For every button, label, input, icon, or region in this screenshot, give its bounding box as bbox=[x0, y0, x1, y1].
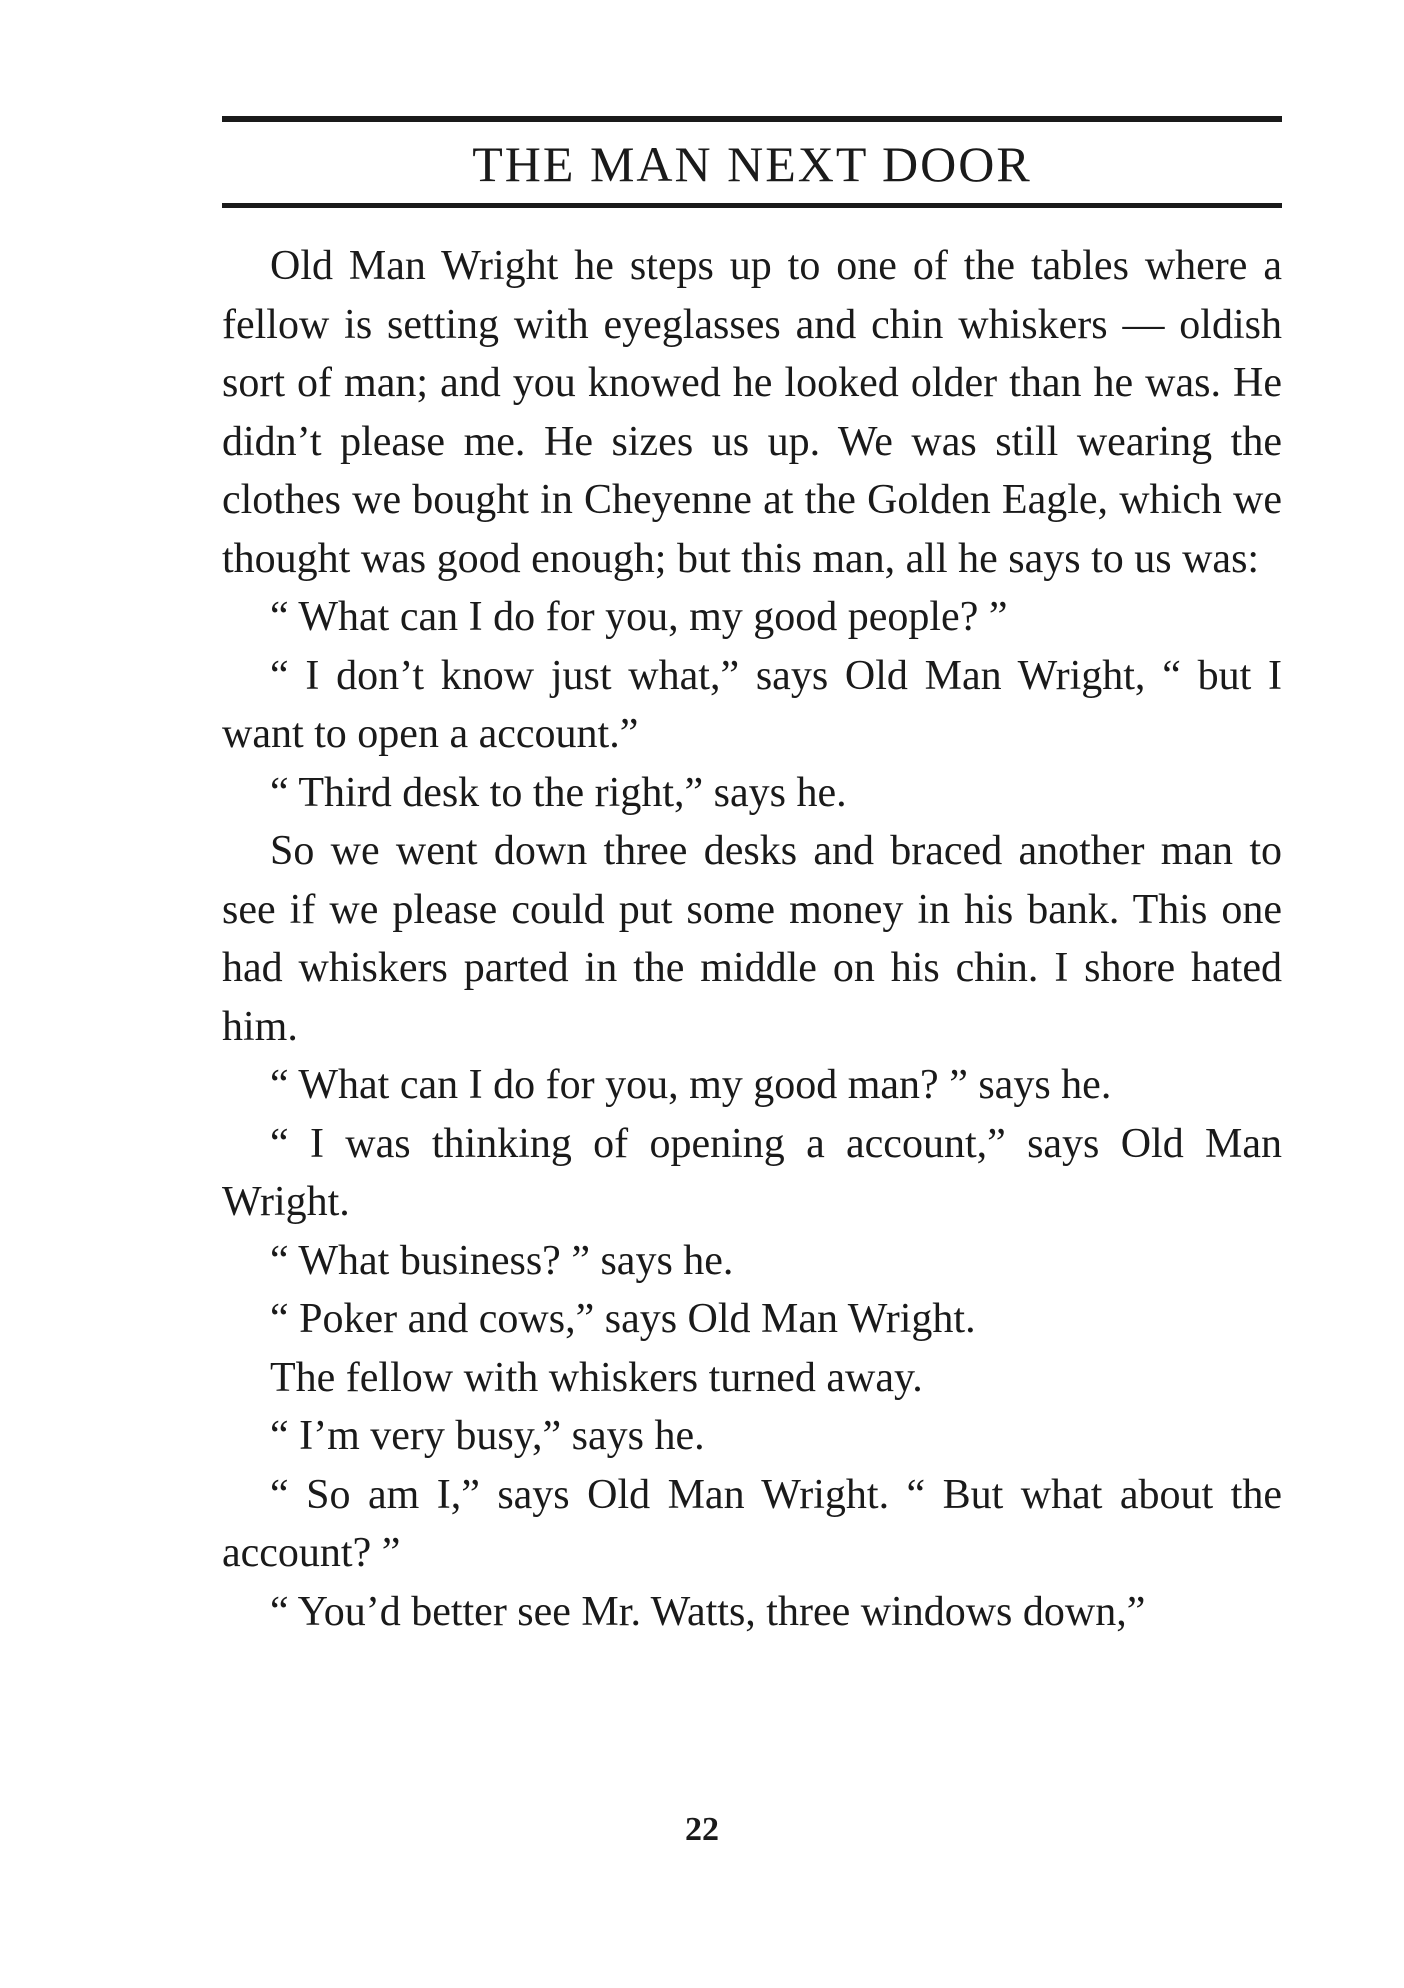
header-rule-bottom bbox=[222, 203, 1282, 208]
paragraph: “ So am I,” says Old Man Wright. “ But what about the account? ” bbox=[222, 1471, 1282, 1576]
paragraph: So we went down three desks and braced another man to see if we please could put some money in his bank. This one had whiskers parted in the middle on his chin. I shore hated him. bbox=[222, 828, 1282, 1050]
body-text bbox=[222, 237, 1282, 1641]
paragraph: “ I was thinking of opening a account,” says Old Man Wright. bbox=[222, 1120, 1282, 1225]
paragraph: “ What business? ” says he. bbox=[270, 1237, 734, 1284]
paragraph: “ I’m very busy,” says he. bbox=[270, 1413, 705, 1459]
paragraph: “ You’d better see Mr. Watts, three windows down,” bbox=[270, 1588, 1146, 1635]
header-rule-top bbox=[222, 116, 1282, 122]
paragraph: The fellow with whiskers turned away. bbox=[270, 1354, 923, 1401]
paragraph: “ Third desk to the right,” says he. bbox=[270, 769, 847, 816]
page-number: 22 bbox=[685, 1811, 719, 1848]
paragraph: “ What can I do for you, my good man? ” says he. bbox=[270, 1062, 1112, 1108]
paragraph: Old Man Wright he steps up to one of the tables where a fellow is setting with eyeglasses and chin whiskers — oldish sort of man; and you knowed he looked older than he was. He didn’t please me. He sizes us up. We was still wearing the clothes we bought in Cheyenne at the Golden Eagle, which we thought was good enough; but this man, all he says to us was: bbox=[222, 243, 1282, 582]
paragraph: “ What can I do for you, my good people? ” bbox=[270, 594, 1008, 640]
paragraph: “ Poker and cows,” says Old Man Wright. bbox=[270, 1296, 976, 1342]
paragraph: “ I don’t know just what,” says Old Man Wright, “ but I want to open a account.” bbox=[222, 652, 1282, 757]
running-head: THE MAN NEXT DOOR bbox=[472, 136, 1032, 192]
